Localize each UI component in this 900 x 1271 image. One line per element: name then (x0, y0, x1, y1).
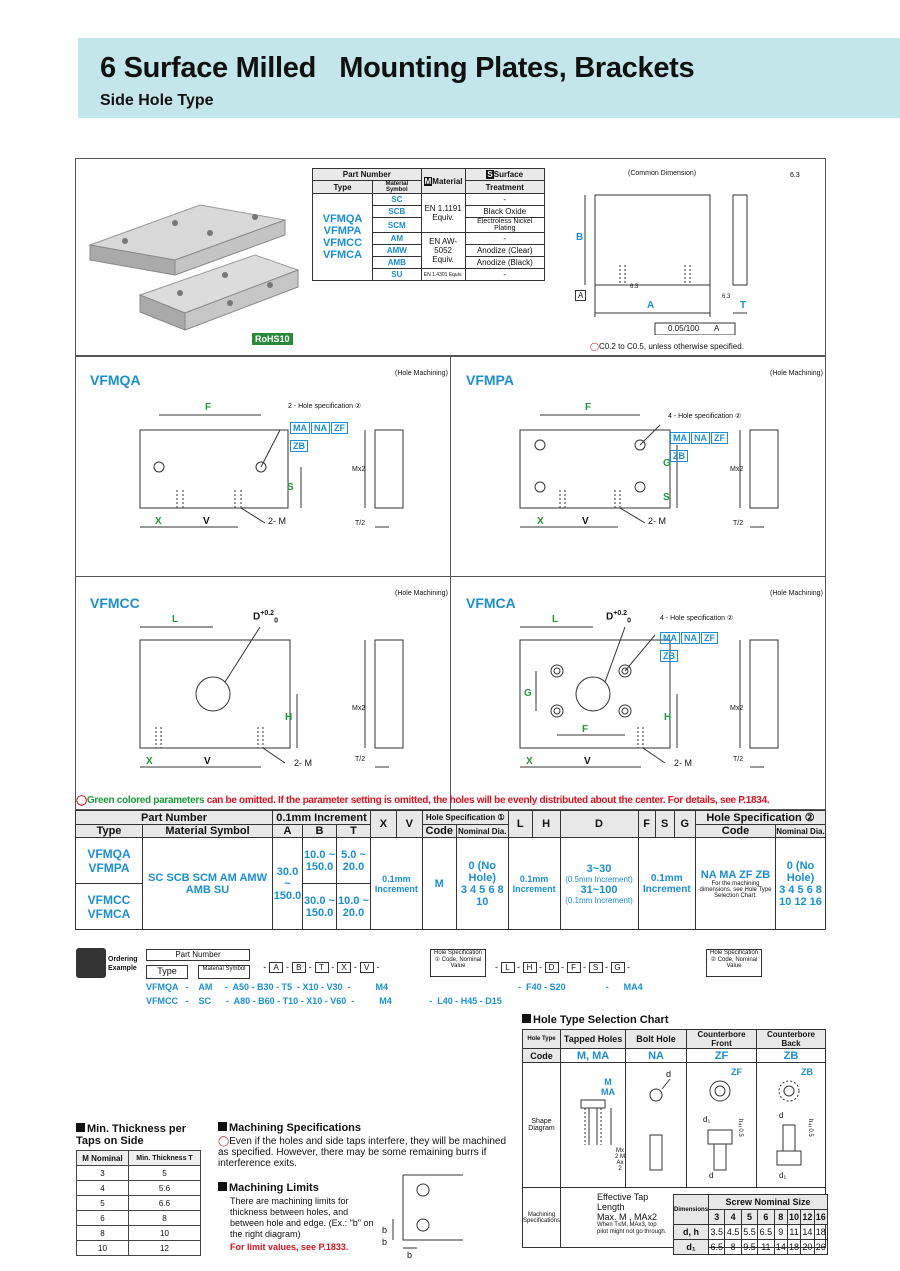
page-subtitle: Side Hole Type (100, 92, 214, 109)
shape-zf (687, 1063, 757, 1188)
vfmpa-f: F (585, 402, 592, 413)
vfmcc-t2: T/2 (355, 756, 366, 763)
shape-tapped (561, 1063, 626, 1188)
min-thick-table: M Nominal Min. Thickness T 3 5 4 5.6 5 6.6 6 8 8 10 10 12 (76, 1150, 201, 1256)
ord-seq1: - A - B - T - X - V - (263, 962, 383, 972)
vfmca-h: H (664, 712, 672, 723)
mt-part-number: Part Number (313, 169, 422, 181)
vfmqa-m: 2- M (268, 516, 286, 526)
hole-chart-title: Hole Type Selection Chart (522, 1014, 669, 1026)
lbl-zb: ZB (801, 1067, 813, 1077)
chamfer-note: ◯C0.2 to C0.5, unless otherwise specified. (590, 342, 744, 351)
note-icon: ◯ (76, 795, 87, 806)
vfmca-l: L (552, 614, 559, 625)
screw-size-table: Dimensions Screw Nominal Size 3 4 5 6 8 10 12 16 d, h 3.5 4.5 5.5 6.5 9 11 14 18 d₁ 6.5 8 9.5 11 14 18 20 26 (673, 1194, 828, 1255)
vfmqa-hole-spec: 2 - Hole specification ② (288, 403, 362, 410)
rough-icon: 6.3 (790, 172, 800, 179)
common-t: T (740, 300, 747, 311)
spec-table: Part Number 0.1mm Increment X V Hole Specification ① L H D F S G Hole Specification ② Type Material Symbol A B T Code Nominal Dia. Code Nominal Dia. VFMQA VFMPA SC SCB SCM AM AMW AMB SU 30.0 ~ 150.0 10.0 ~ 150.0 5.0 ~ 20.0 0.1mm Increment M 0 (No Hole) 3 4 5 6 8 10 0.1mm Increment 3~30 (0.5mm Increment) 31~100 (0.1mm Increment) 0.1mm Increment NA MA ZF ZB For the machining dimensions, see Hole Type Selection Chart. 0 (No Hole) 3 4 5 6 8 10 12 16 VFMCC VFMCA 30.0 ~ 150.0 10.0 ~ 20.0 (75, 810, 826, 930)
vfmca-v: V (584, 756, 591, 767)
s-icon: S (487, 170, 493, 179)
vfmcc-d: $D^{+0.2}_0$ (253, 610, 278, 625)
zf-d: d (709, 1171, 714, 1180)
mach-spec-text: ◯Even if the holes and side taps interfere, they will be machined as specified. However, there may be some remaining burrs if interference exits. (218, 1136, 507, 1169)
zb-h: h±0.5 (807, 1119, 813, 1137)
vfmcc-l: L (172, 614, 179, 625)
mach-limits-text: There are machining limits for thickness between holes, and between hole and edge. (Ex.: "b" on the right diagram) (230, 1196, 374, 1239)
vfmqa-tags: MA NA ZFZB (290, 418, 360, 454)
vfmpa-s: S (663, 492, 670, 503)
mt-mat2: EN AW-5052 Equiv. (421, 233, 465, 269)
mt-surface: SSurface (465, 169, 544, 181)
vfmqa-title: VFMQA (90, 372, 141, 388)
page-header (78, 38, 900, 118)
ord-part-number: Part Number (146, 949, 250, 961)
product-photo (80, 175, 305, 335)
vfmqa-s: S (287, 482, 294, 493)
mach-limits-link[interactable]: For limit values, see P.1833. (230, 1242, 349, 1252)
mt-mat1: EN 1.1191 Equiv. (421, 194, 465, 233)
mt-material-header: MMaterial (421, 169, 465, 194)
grid-divider-h (75, 576, 826, 577)
vfmca-x: X (526, 756, 533, 767)
ord-material: Material Symbol (198, 965, 250, 979)
zf-h: h±0.5 (737, 1119, 744, 1137)
mach-spec-title: Machining Specifications (218, 1122, 361, 1134)
mach-limits-title: Machining Limits (218, 1182, 319, 1194)
vfmpa-g: G (663, 458, 671, 469)
ord-row1: VFMQA - AM - A50 - B30 - T5 - X10 - V30 - M4 - F40 - S20 - MA4 (146, 982, 643, 992)
flatness: 0.05/100 (668, 324, 700, 333)
zb-svg (759, 1065, 823, 1185)
bolt-d: d (666, 1069, 672, 1079)
lbl-m: M MA (601, 1077, 616, 1097)
vfmcc-v: V (204, 756, 211, 767)
vfmcc-h: H (285, 712, 293, 723)
m-icon: M (424, 176, 432, 186)
omit-note: ◯Green colored parameters can be omitted. If the parameter setting is omitted, the holes will be evenly distributed about the center. For details, see P.1834. (76, 795, 770, 806)
ord-row2: VFMCC - SC - A80 - B60 - T10 - X10 - V60 - M4 - L40 - H45 - D15 (146, 996, 502, 1006)
zf-d1: d₁ (703, 1115, 711, 1124)
limit-b2: b (382, 1237, 388, 1247)
vfmcc-mx2: Mx2 (352, 705, 366, 712)
vfmcc-hole-mach: (Hole Machining) (395, 590, 448, 597)
tap-note: Effective Tap Length Max. M , MAx2 When T≤M, MAx3, top pilot might not go through. (597, 1192, 667, 1235)
vfmca-hole-mach: (Hole Machining) (770, 590, 823, 597)
lbl-zf: ZF (731, 1067, 743, 1077)
spec-nom2: 0 (No Hole) 3 4 5 6 8 10 12 16 (776, 838, 826, 930)
ord-hole2: Hole Specification ② Code, Nominal Value (706, 949, 762, 977)
mt-types: VFMQA VFMPA VFMCC VFMCA (313, 194, 373, 281)
mt-mat3: EN 1.4301 Equiv. (421, 269, 465, 281)
vfmcc-drawing (125, 615, 445, 775)
vfmca-t2: T/2 (733, 756, 744, 763)
ordering-label: Ordering Example (108, 956, 138, 972)
common-title: (Common Dimension) (628, 170, 697, 177)
bolt-hole-svg (626, 1065, 686, 1185)
mt-treatment: Treatment (465, 181, 544, 194)
mt-type: Type (313, 181, 373, 194)
vfmpa-title: VFMPA (466, 372, 514, 388)
vfmca-m: 2- M (674, 758, 692, 768)
vfmca-mx2: Mx2 (730, 705, 744, 712)
vfmcc-m: 2- M (294, 758, 312, 768)
common-a: A (647, 300, 655, 311)
rohs-badge: RoHS10 (252, 333, 293, 345)
page-link[interactable]: P.1834. (738, 795, 770, 806)
limit-b3: b (407, 1250, 413, 1260)
hole-chart: Hole Type Tapped Holes Bolt Hole Counterbore Front Counterbore Back Code M, MA NA ZF ZB Shape Diagram M MA Mx2 MAx2 d ZF d₁ d h±0.5 ZB d d₁ h±0.5 Machining Specifications Effective Tap Length Max. M , MAx2 When T≤M, MAx3, top pilot might not go through. Dimensions Screw Nominal Size 3 4 5 6 8 10 12 16 d, h 3.5 4.5 5.5 6.5 9 11 14 18 d₁ 6.5 8 9.5 11 14 18 20 26 (522, 1029, 826, 1248)
vfmca-title: VFMCA (466, 595, 516, 611)
material-table: Part Number MMaterial SSurface Type Material Symbol Treatment VFMQA VFMPA VFMCC VFMCA SC EN 1.1191 Equiv. - SCB Black Oxide SCM Electroless Nickel Plating AM EN AW-5052 Equiv. - AMW Anodize (Clear) AMB Anodize (Black) SU EN 1.4301 Equiv. - (312, 168, 545, 281)
vfmca-g: G (524, 688, 532, 699)
common-b: B (576, 232, 584, 243)
vfmpa-m: 2- M (648, 516, 666, 526)
zb-d: d (779, 1111, 784, 1120)
vfmca-f: F (582, 724, 589, 735)
ord-hole1: Hole Specification ① Code, Nominal Value (430, 949, 486, 977)
ord-seq2: - L - H - D - F - S - G - (495, 962, 633, 972)
zb-d1: d₁ (779, 1171, 787, 1180)
min-thick-title: Min. Thickness per Taps on Side (76, 1123, 201, 1147)
shape-bolt (626, 1063, 687, 1188)
vfmca-d: $D^{+0.2}_0$ (606, 610, 631, 625)
limit-b1: b (382, 1225, 388, 1235)
spec-codes: NA MA ZF ZB For the machining dimensions, see Hole Type Selection Chart. (696, 838, 776, 930)
shape-zb (757, 1063, 826, 1188)
vfmqa-t2: T/2 (355, 520, 366, 527)
vfmpa-v: V (582, 516, 589, 527)
vfmpa-hole-mach: (Hole Machining) (770, 370, 823, 377)
vfmpa-t2: T/2 (733, 520, 744, 527)
spec-nom1: 0 (No Hole) 3 4 5 6 8 10 (456, 838, 508, 930)
vfmpa-tags: MA NA ZFZB (670, 428, 740, 464)
mach-spec-icon: ◯ (218, 1136, 230, 1147)
common-ref: A (575, 290, 586, 301)
vfmqa-f: F (205, 402, 212, 413)
vfmqa-hole-mach: (Hole Machining) (395, 370, 448, 377)
spec-d: 3~30 (0.5mm Increment) 31~100 (0.1mm Increment) (560, 838, 638, 930)
vfmcc-x: X (146, 756, 153, 767)
common-drawing (570, 185, 820, 335)
vfmpa-x: X (537, 516, 544, 527)
vfmqa-x: X (155, 516, 162, 527)
lbl-mx2: Mx2 MAx2 (615, 1148, 626, 1172)
vfmca-tags: MA NA ZFZB (660, 628, 730, 664)
vfmcc-title: VFMCC (90, 595, 140, 611)
vfmqa-v: V (203, 516, 210, 527)
mach-limits-diagram (378, 1170, 468, 1260)
phone-icon (76, 948, 106, 978)
vfmqa-mx2: Mx2 (352, 466, 366, 473)
zf-svg (690, 1065, 754, 1185)
grid-divider-v (450, 356, 451, 810)
info-icon: ◯ (590, 342, 599, 351)
page-title: 6 Surface Milled Mounting Plates, Brackets (100, 52, 695, 84)
vfmca-hole-spec: 4 - Hole specification ② (660, 615, 734, 622)
ord-type: Type (146, 965, 188, 979)
vfmpa-mx2: Mx2 (730, 466, 744, 473)
mach-spec-cell (561, 1188, 826, 1252)
vfmpa-hole-spec: 4 - Hole specification ② (668, 413, 742, 420)
mt-symbol: Material Symbol (373, 181, 422, 194)
